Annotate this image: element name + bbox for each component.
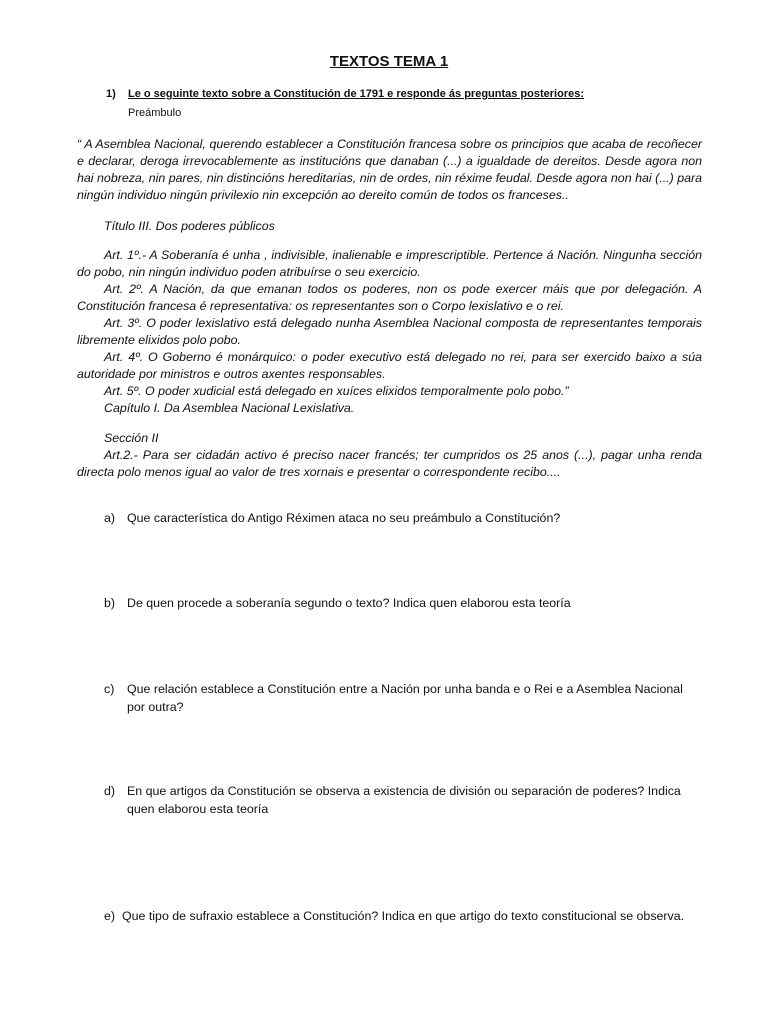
question-d bbox=[104, 783, 704, 818]
question-label: e) bbox=[104, 909, 116, 923]
page-title: TEXTOS TEMA 1 bbox=[329, 53, 449, 70]
question-text: Que característica do Antigo Réximen ataca no seu preámbulo a Constitución? bbox=[127, 511, 561, 525]
question-c bbox=[104, 681, 704, 716]
chapter-heading: Capítulo I. Da Asemblea Nacional Lexislativa. bbox=[104, 401, 355, 415]
article-2: Art. 2º. A Nación, da que emanan todos os poderes, non os pode exercer máis que por delegación. A Constitución francesa é representativa: os representantes son o Corpo lexislativo e o rei. bbox=[77, 282, 702, 313]
article-1: Art. 1º.- A Soberanía é unha , indivisible, inalienable e imprescriptible. Pertence á Nación. Ningunha sección do pobo, nin ningún individuo poden atribuírse o seu exercicio. bbox=[77, 248, 702, 279]
exercise-text: Le o seguinte texto sobre a Constitución de 1791 e responde ás preguntas posteriores: bbox=[128, 88, 585, 100]
titulo-heading bbox=[77, 218, 702, 235]
article-5: Art. 5º. O poder xudicial está delegado en xuíces elixidos temporalmente polo pobo.” bbox=[104, 384, 569, 398]
question-text: Que tipo de sufraxio establece a Constitución? Indica en que artigo do texto constitucional se observa. bbox=[122, 909, 685, 923]
article-4: Art. 4º. O Goberno é monárquico: o poder executivo está delegado no rei, para ser exercido baixo a súa autoridade por ministros e outros axentes responsables. bbox=[77, 350, 702, 381]
seccion-text: Art.2.- Para ser cidadán activo é preciso nacer francés; ter cumpridos os 25 anos (...), pagar unha renda directa polo menos igual ao valor de tres xornais e presentar o correspondente recibo.... bbox=[77, 448, 702, 479]
question-e bbox=[104, 908, 704, 926]
article-3: Art. 3º. O poder lexislativo está delegado nunha Asemblea Nacional composta de representantes temporais libremente elixidos polo pobo. bbox=[77, 316, 702, 347]
articles-block bbox=[77, 247, 702, 417]
question-a bbox=[104, 510, 704, 528]
question-label: c) bbox=[104, 682, 115, 696]
question-text: En que artigos da Constitución se observa a existencia de división ou separación de poderes? Indica quen elaborou esta teoría bbox=[127, 784, 681, 816]
preamble-text: “ A Asemblea Nacional, querendo establecer a Constitución francesa sobre os principios que acaba de recoñecer e declarar, deroga irrevocablemente as institucións que danaban (...) a igualdade de dereitos. Desde agora non hai nobreza, nin pares, nin distincións hereditarias, nin de ordes, nin réxime feudal. Desde agora non hai (...) para ningún individuo ningún privilexio nin excepción ao dereito común de todos os franceses.. bbox=[77, 137, 702, 202]
preamble-quote bbox=[77, 136, 702, 204]
titulo-text: Título III. Dos poderes públicos bbox=[104, 219, 275, 233]
question-label: d) bbox=[104, 784, 116, 798]
question-label: a) bbox=[104, 511, 116, 525]
question-label: b) bbox=[104, 596, 116, 610]
preamble-label: Preámbulo bbox=[128, 107, 182, 119]
exercise-number: 1) bbox=[106, 88, 116, 100]
question-text: De quen procede a soberanía segundo o texto? Indica quen elaborou esta teoría bbox=[127, 596, 571, 610]
seccion-label: Sección II bbox=[104, 431, 159, 445]
exercise-instruction bbox=[106, 88, 584, 100]
question-b bbox=[104, 595, 704, 613]
seccion-block bbox=[77, 430, 702, 481]
question-text: Que relación establece a Constitución entre a Nación por unha banda e o Rei e a Asemblea Nacional por outra? bbox=[127, 682, 683, 714]
